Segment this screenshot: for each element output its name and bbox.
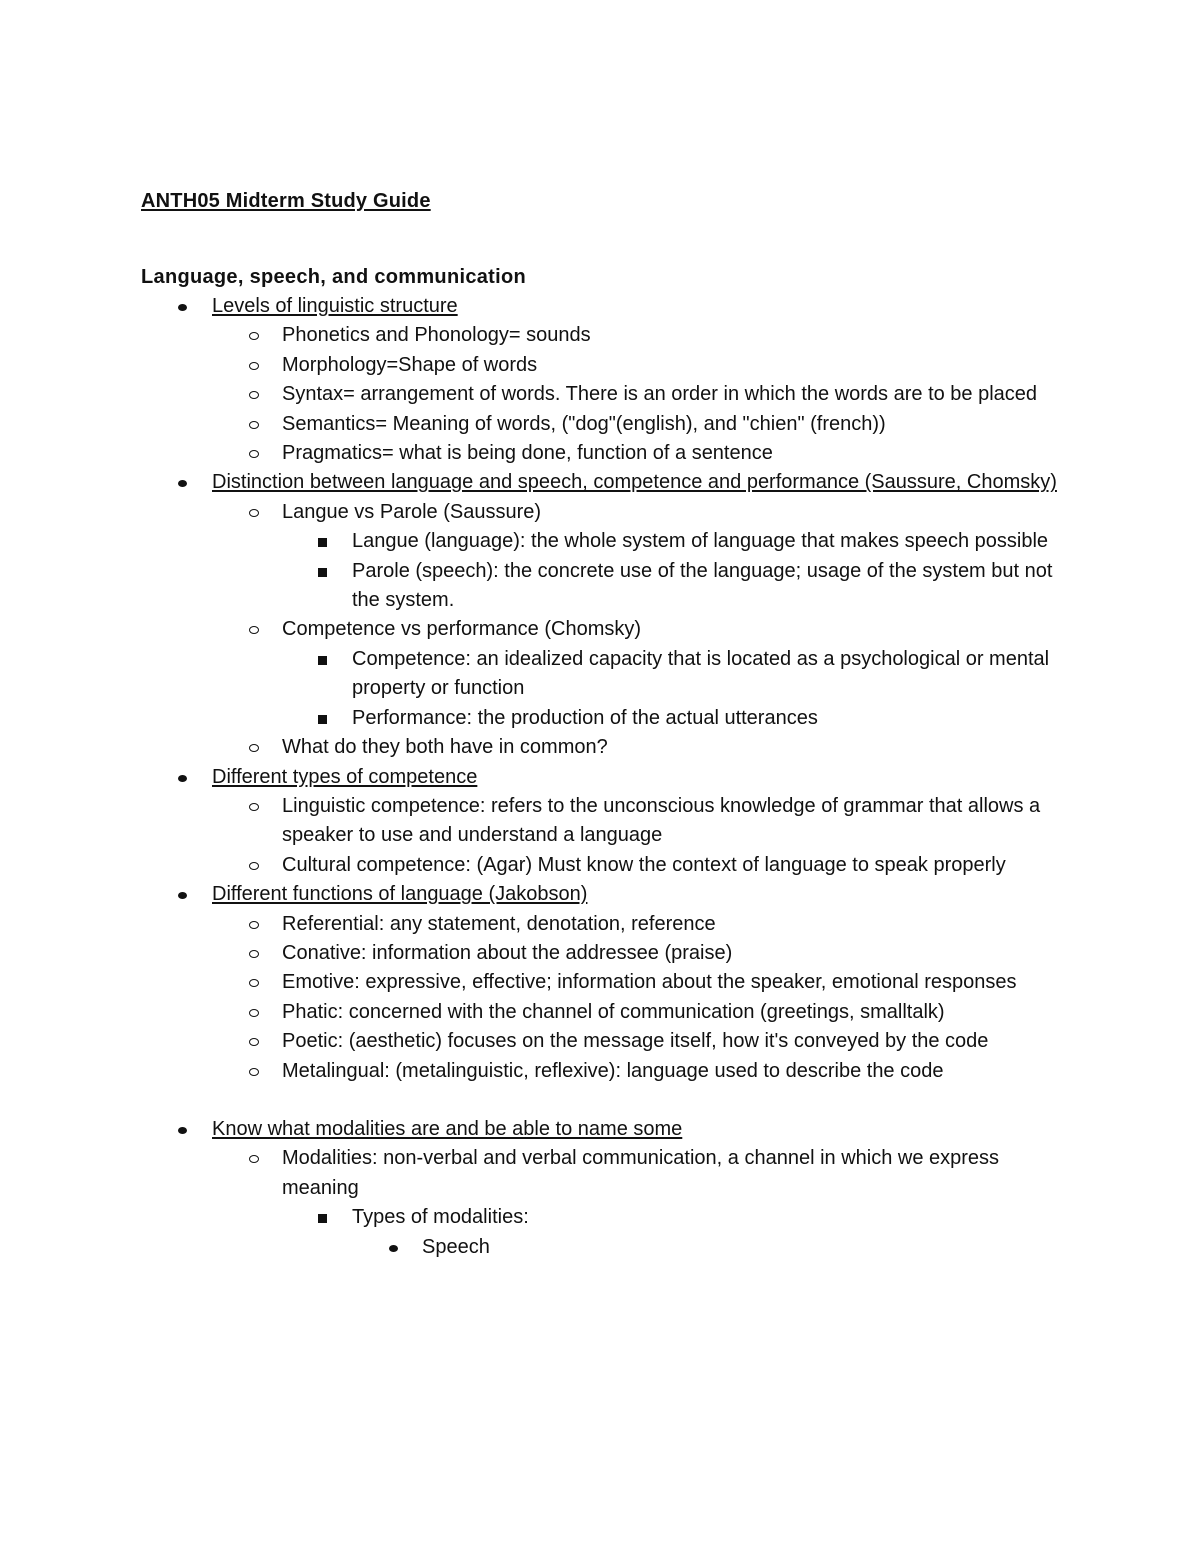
list-item-text: Pragmatics= what is being done, function of a sentence <box>282 442 773 465</box>
nested-list-item <box>282 527 1071 556</box>
list-item <box>212 998 1071 1027</box>
list-item-text: Morphology=Shape of words <box>282 353 538 376</box>
subitem-list <box>212 1144 1071 1262</box>
hollow-bullet-icon <box>249 362 259 370</box>
nested-list-item <box>282 645 1071 704</box>
filled-bullet-icon <box>178 775 187 782</box>
hollow-bullet-icon <box>249 1155 259 1163</box>
hollow-bullet-icon <box>249 421 259 429</box>
list-item-text: Competence vs performance (Chomsky) <box>282 618 642 641</box>
nested-item-text: Parole (speech): the concrete use of the language; usage of the system but not the system. <box>352 559 1053 612</box>
hollow-bullet-icon <box>249 862 259 870</box>
hollow-bullet-icon <box>249 1068 259 1076</box>
filled-bullet-icon <box>178 304 187 311</box>
hollow-bullet-icon <box>249 950 259 958</box>
list-item-text: Referential: any statement, denotation, reference <box>282 912 716 935</box>
hollow-bullet-icon <box>249 332 259 340</box>
hollow-bullet-icon <box>249 979 259 987</box>
square-bullet-icon <box>318 656 327 665</box>
topic-list <box>141 292 1071 1262</box>
deep-nested-item-text: Speech <box>422 1235 490 1258</box>
hollow-bullet-icon <box>249 450 259 458</box>
list-item <box>212 321 1071 350</box>
list-item-text: Phatic: concerned with the channel of communication (greetings, smalltalk) <box>282 1000 945 1023</box>
filled-bullet-icon <box>389 1245 398 1252</box>
filled-bullet-icon <box>178 480 187 487</box>
filled-bullet-icon <box>178 1127 187 1134</box>
blank-line <box>212 1086 1071 1115</box>
document-title: ANTH05 Midterm Study Guide <box>141 190 431 212</box>
topic-item <box>141 763 1071 881</box>
list-item <box>212 792 1071 851</box>
topic-item <box>141 468 1071 762</box>
list-item-text: What do they both have in common? <box>282 736 608 759</box>
list-item <box>212 498 1071 616</box>
list-item-text: Cultural competence: (Agar) Must know the context of language to speak properly <box>282 853 1006 876</box>
list-item-text: Linguistic competence: refers to the unconscious knowledge of grammar that allows a speaker to use and understand a language <box>282 794 1041 847</box>
subitem-list <box>212 321 1071 468</box>
nested-list-item <box>282 557 1071 616</box>
list-item-text: Semantics= Meaning of words, ("dog"(english), and "chien" (french)) <box>282 412 886 435</box>
hollow-bullet-icon <box>249 391 259 399</box>
nested-item-text: Types of modalities: <box>352 1206 529 1229</box>
hollow-bullet-icon <box>249 803 259 811</box>
topic-heading: Know what modalities are and be able to name some <box>212 1117 683 1140</box>
subitem-list <box>212 498 1071 763</box>
topic-item <box>141 292 1071 468</box>
deep-nested-list-item <box>352 1233 1071 1262</box>
nested-item-text: Performance: the production of the actual utterances <box>352 706 818 729</box>
square-bullet-icon <box>318 715 327 724</box>
outline <box>141 292 1071 1262</box>
subitem-list <box>212 792 1071 880</box>
list-item <box>212 733 1071 762</box>
list-item-text: Metalingual: (metalinguistic, reflexive): language used to describe the code <box>282 1059 944 1082</box>
topic-heading: Levels of linguistic structure <box>212 295 458 317</box>
subitem-list <box>212 910 1071 1086</box>
list-item <box>212 439 1071 468</box>
list-item <box>212 380 1071 409</box>
hollow-bullet-icon <box>249 1038 259 1046</box>
hollow-bullet-icon <box>249 509 259 517</box>
square-bullet-icon <box>318 538 327 547</box>
nested-list <box>282 645 1071 733</box>
list-item-text: Conative: information about the addressee (praise) <box>282 941 733 964</box>
topic-item <box>141 1115 1071 1262</box>
square-bullet-icon <box>318 1214 327 1223</box>
hollow-bullet-icon <box>249 1009 259 1017</box>
list-item-text: Emotive: expressive, effective; information about the speaker, emotional responses <box>282 971 1017 994</box>
list-item <box>212 1027 1071 1056</box>
list-item <box>212 615 1071 733</box>
topic-heading: Different functions of language (Jakobson) <box>212 883 588 906</box>
hollow-bullet-icon <box>249 626 259 634</box>
nested-list <box>282 1203 1071 1262</box>
list-item <box>212 1057 1071 1086</box>
nested-list <box>282 527 1071 615</box>
square-bullet-icon <box>318 568 327 577</box>
list-item <box>212 410 1071 439</box>
topic-heading: Distinction between language and speech, competence and performance (Saussure, Chomsky) <box>212 471 1057 494</box>
list-item <box>212 968 1071 997</box>
list-item <box>212 851 1071 880</box>
list-item <box>212 351 1071 380</box>
section-heading: Language, speech, and communication <box>141 266 527 288</box>
list-item-text: Phonetics and Phonology= sounds <box>282 324 591 347</box>
nested-item-text: Langue (language): the whole system of language that makes speech possible <box>352 530 1049 553</box>
list-item <box>212 910 1071 939</box>
nested-list-item <box>282 704 1071 733</box>
topic-heading: Different types of competence <box>212 765 478 788</box>
list-item <box>212 939 1071 968</box>
list-item-text: Syntax= arrangement of words. There is an order in which the words are to be placed <box>282 383 1038 406</box>
topic-item <box>141 880 1071 1115</box>
list-item-text: Modalities: non-verbal and verbal communication, a channel in which we express meaning <box>282 1147 1000 1199</box>
list-item-text: Poetic: (aesthetic) focuses on the message itself, how it's conveyed by the code <box>282 1030 989 1053</box>
nested-list-item <box>282 1203 1071 1262</box>
list-item-text: Langue vs Parole (Saussure) <box>282 500 542 523</box>
nested-item-text: Competence: an idealized capacity that is located as a psychological or mental property or function <box>352 647 1050 700</box>
list-item <box>212 1144 1071 1262</box>
deep-nested-list <box>352 1233 1071 1262</box>
hollow-bullet-icon <box>249 744 259 752</box>
hollow-bullet-icon <box>249 921 259 929</box>
filled-bullet-icon <box>178 892 187 899</box>
